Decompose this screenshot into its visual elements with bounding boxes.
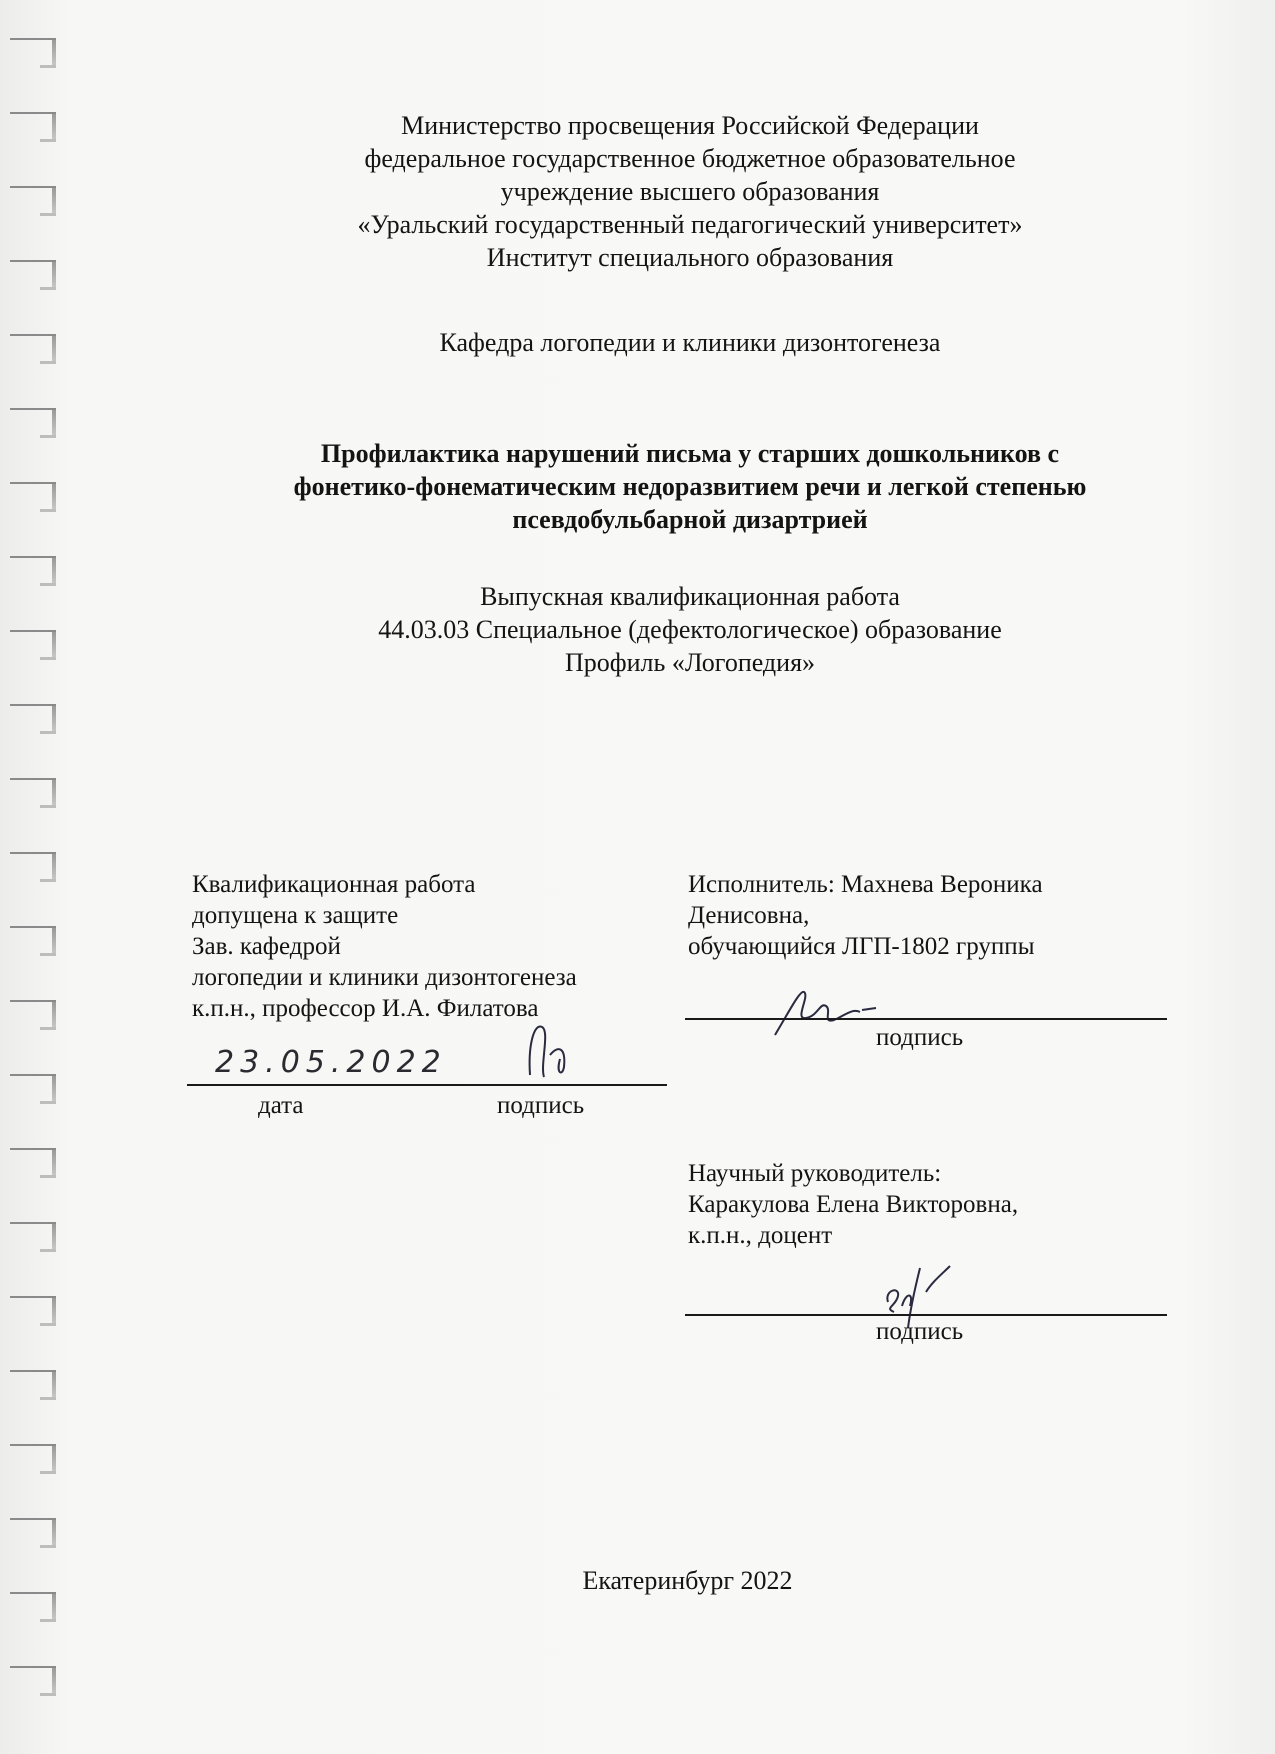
- signature-label: подпись: [497, 1092, 585, 1119]
- department-name: Кафедра логопедии и клиники дизонтогенеза: [439, 328, 941, 357]
- supervisor-block: [688, 1158, 1018, 1251]
- institute-name: Институт специального образования: [486, 243, 894, 272]
- admission-line: к.п.н., профессор И.А. Филатова: [192, 995, 539, 1022]
- institution-type-line: федеральное государственное бюджетное образовательное: [364, 144, 1016, 173]
- admission-line: Квалификационная работа: [192, 871, 476, 898]
- executor-line: Исполнитель: Махнева Вероника: [688, 871, 1043, 898]
- admission-signature-line: [187, 1084, 667, 1086]
- institution-header: [0, 109, 1275, 274]
- date-label: дата: [258, 1092, 304, 1119]
- binding-mark: [10, 852, 58, 882]
- admission-line: Зав. кафедрой: [192, 933, 341, 960]
- binding-mark: [10, 1148, 58, 1178]
- supervisor-line: Каракулова Елена Викторовна,: [688, 1191, 1019, 1218]
- thesis-title-line: Профилактика нарушений письма у старших дошкольников с: [320, 439, 1060, 468]
- thesis-title: [0, 437, 1275, 536]
- binding-mark: [10, 38, 58, 68]
- executor-line: обучающийся ЛГП-1802 группы: [688, 933, 1035, 960]
- university-name: «Уральский государственный педагогический университет»: [357, 210, 1023, 239]
- binding-mark: [10, 1222, 58, 1252]
- binding-mark: [10, 1296, 58, 1326]
- supervisor-signature-line: [685, 1314, 1167, 1316]
- binding-mark: [10, 778, 58, 808]
- binding-mark: [10, 1666, 58, 1696]
- binding-mark: [10, 1000, 58, 1030]
- thesis-title-line: псевдобульбарной дизартрией: [512, 505, 868, 534]
- binding-mark: [10, 1370, 58, 1400]
- executor-signature-label: подпись: [876, 1024, 964, 1051]
- executor-block: [688, 869, 1043, 962]
- binding-mark: [10, 704, 58, 734]
- binding-mark: [10, 1592, 58, 1622]
- admission-line: логопедии и клиники дизонтогенеза: [192, 964, 577, 991]
- binding-mark: [10, 408, 58, 438]
- binding-mark: [10, 1444, 58, 1474]
- binding-mark: [10, 926, 58, 956]
- thesis-title-line: фонетико-фонематическим недоразвитием речи и легкой степенью: [293, 472, 1087, 501]
- work-type: Выпускная квалификационная работа: [480, 582, 900, 611]
- city-year: Екатеринбург 2022: [582, 1566, 793, 1595]
- supervisor-line: к.п.н., доцент: [688, 1222, 833, 1249]
- profile: Профиль «Логопедия»: [564, 648, 816, 677]
- work-info: [0, 580, 1275, 679]
- executor-line: Денисовна,: [688, 902, 810, 929]
- binding-mark: [10, 1074, 58, 1104]
- specialty: 44.03.03 Специальное (дефектологическое) образование: [378, 615, 1002, 644]
- ministry-line: Министерство просвещения Российской Федерации: [401, 111, 979, 140]
- binding-mark: [10, 1518, 58, 1548]
- supervisor-line: Научный руководитель:: [688, 1160, 942, 1187]
- supervisor-signature-label: подпись: [876, 1318, 964, 1345]
- executor-signature-line: [685, 1018, 1167, 1020]
- institution-level-line: учреждение высшего образования: [500, 177, 880, 206]
- admission-block: [192, 869, 577, 1024]
- handwritten-date: 23.05.2022: [215, 1045, 447, 1080]
- admission-line: допущена к защите: [192, 902, 399, 929]
